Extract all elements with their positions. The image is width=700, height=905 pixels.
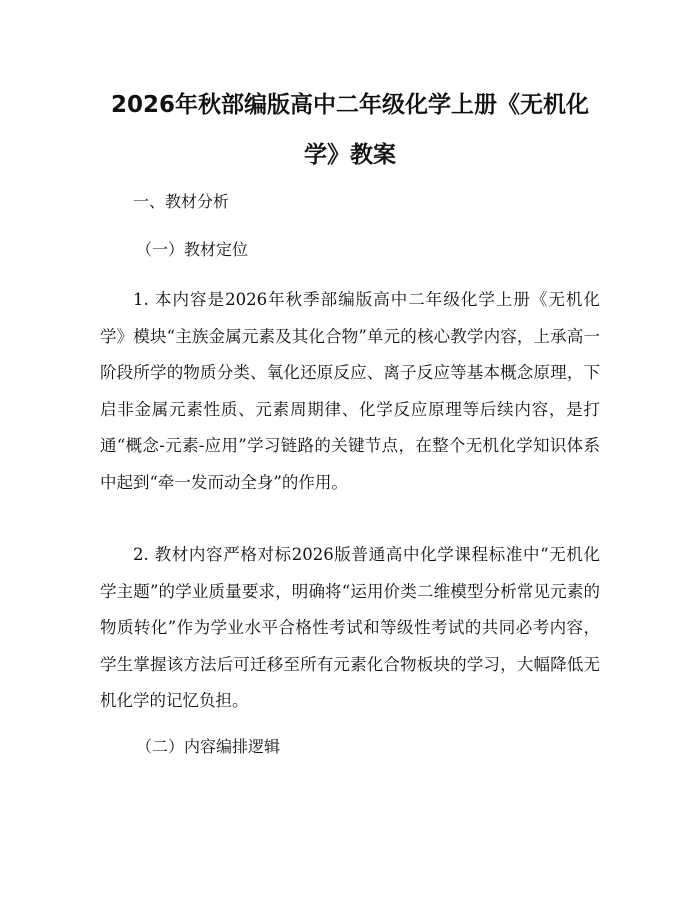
subsection-heading-content-arrangement-logic: （二）内容编排逻辑 <box>136 737 281 756</box>
section-heading-teaching-material-analysis: 一、教材分析 <box>133 192 230 211</box>
paragraph-2: 2. 教材内容严格对标2026版普通高中化学课程标准中“无机化学主题”的学业质量要求，明确将“运用价类二维模型分析常见元素的物质转化”作为学业水平合格性考试和等级性考试的共同必考内容，学生掌握该方法后可迁移至所有元素化合物板块的学习，大幅降低无机化学的记忆负担。 <box>100 545 600 711</box>
document-title: 2026年秋部编版高中二年级化学上册《无机化学》教案 <box>110 92 589 168</box>
paragraph-1: 1. 本内容是2026年秋季部编版高中二年级化学上册《无机化学》模块“主族金属元素及其化合物”单元的核心教学内容，上承高一阶段所学的物质分类、氧化还原反应、离子反应等基本概念原理，下启非金属元素性质、元素周期律、化学反应原理等后续内容，是打通“概念-元素-应用”学习链路的关键节点，在整个无机化学知识体系中起到“牵一发而动全身”的作用。 <box>100 290 600 492</box>
subsection-heading-material-positioning: （一）教材定位 <box>136 240 249 259</box>
